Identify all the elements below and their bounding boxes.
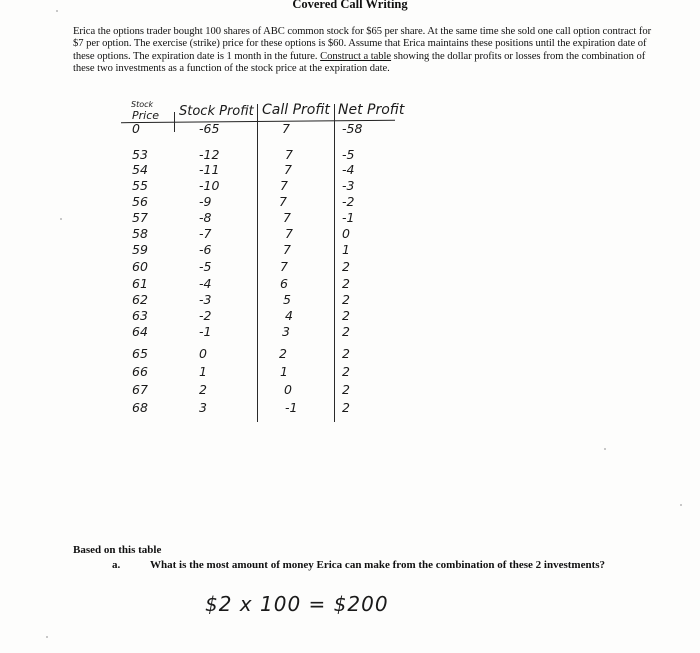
cell-call-profit: 5 — [283, 292, 291, 307]
cell-stock-profit: 0 — [199, 346, 207, 361]
cell-net-profit: -2 — [342, 194, 355, 209]
problem-statement — [73, 26, 663, 75]
cell-stock-profit: -5 — [199, 259, 212, 274]
cell-stock-profit: 2 — [199, 382, 207, 397]
cell-net-profit: -3 — [342, 178, 355, 193]
cell-stock-profit: -8 — [199, 210, 212, 225]
cell-net-profit: 2 — [342, 364, 350, 379]
cell-stock-profit: 3 — [199, 400, 207, 415]
cell-stock-profit: -7 — [199, 226, 212, 241]
scan-speck — [56, 10, 58, 12]
column-divider-3 — [334, 104, 335, 422]
cell-call-profit: 2 — [279, 346, 287, 361]
cell-call-profit: 3 — [282, 324, 290, 339]
cell-call-profit: 7 — [280, 259, 288, 274]
cell-call-profit: 7 — [285, 226, 293, 241]
cell-net-profit: 2 — [342, 292, 350, 307]
page-title: Covered Call Writing — [292, 0, 408, 11]
cell-stock-price: 61 — [132, 276, 148, 291]
cell-stock-price: 60 — [132, 259, 148, 274]
cell-call-profit: 7 — [285, 147, 293, 162]
cell-stock-profit: -9 — [199, 194, 212, 209]
scan-speck — [604, 448, 606, 450]
cell-stock-profit: 1 — [199, 364, 207, 379]
cell-stock-price: 56 — [132, 194, 148, 209]
cell-stock-profit: -6 — [199, 242, 212, 257]
cell-stock-price: 68 — [132, 400, 148, 415]
cell-net-profit: 2 — [342, 308, 350, 323]
cell-call-profit: 6 — [280, 276, 288, 291]
cell-stock-profit: -4 — [199, 276, 212, 291]
cell-call-profit: 7 — [283, 242, 291, 257]
cell-call-profit: 0 — [284, 382, 292, 397]
cell-stock-profit: -1 — [199, 324, 212, 339]
cell-stock-price: 53 — [132, 147, 148, 162]
cell-stock-profit: -11 — [199, 162, 220, 177]
header-net-profit: Net Profit — [338, 102, 405, 118]
cell-call-profit: 7 — [282, 121, 290, 136]
cell-call-profit: 4 — [285, 308, 293, 323]
problem-text-underlined: Construct a table — [320, 50, 392, 62]
cell-stock-price: 64 — [132, 324, 148, 339]
cell-stock-price: 63 — [132, 308, 148, 323]
question-heading: Based on this table — [73, 544, 162, 556]
cell-stock-price: 54 — [132, 162, 148, 177]
cell-net-profit: -4 — [342, 162, 355, 177]
cell-net-profit: -1 — [342, 210, 355, 225]
cell-stock-price: 58 — [132, 226, 148, 241]
cell-call-profit: 7 — [280, 178, 288, 193]
cell-stock-price: 62 — [132, 292, 148, 307]
cell-net-profit: 2 — [342, 346, 350, 361]
cell-net-profit: 2 — [342, 382, 350, 397]
cell-net-profit: -5 — [342, 147, 355, 162]
cell-call-profit: 1 — [280, 364, 288, 379]
cell-net-profit: 2 — [342, 276, 350, 291]
cell-stock-price: 57 — [132, 210, 148, 225]
cell-stock-price: 55 — [132, 178, 148, 193]
cell-net-profit: 2 — [342, 259, 350, 274]
cell-call-profit: -1 — [285, 400, 298, 415]
scan-speck — [680, 504, 682, 506]
cell-stock-price: 59 — [132, 242, 148, 257]
cell-stock-price: 67 — [132, 382, 148, 397]
header-call-profit: Call Profit — [262, 102, 330, 118]
cell-call-profit: 7 — [279, 194, 287, 209]
cell-stock-profit: -10 — [199, 178, 220, 193]
header-stock-price-bottom: Price — [132, 109, 160, 122]
cell-net-profit: 0 — [342, 226, 350, 241]
cell-net-profit: 1 — [342, 242, 350, 257]
problem-text-part2: showing the dollar profits or losses from the combination of these two investments as a function of the stock price at the expiration date. — [73, 50, 646, 74]
cell-stock-price: 66 — [132, 364, 148, 379]
cell-stock-profit: -12 — [199, 147, 220, 162]
cell-call-profit: 7 — [283, 210, 291, 225]
header-stock-profit: Stock Profit — [179, 104, 254, 119]
cell-net-profit: -58 — [342, 121, 363, 136]
cell-stock-profit: -3 — [199, 292, 212, 307]
cell-stock-price: 0 — [132, 121, 140, 136]
scan-speck — [60, 218, 62, 220]
problem-text-part1: Erica the options trader bought 100 shares of ABC common stock for $65 per share. At the same time she sold one call option contract for $7 per option. The exercise (strike) price for these options is $60. Assume that Erica maintains these positions until the expiration date of these options. The expiration date is 1 month in the future. — [73, 26, 652, 62]
cell-net-profit: 2 — [342, 400, 350, 415]
cell-stock-profit: -65 — [199, 121, 220, 136]
column-divider-2 — [257, 104, 258, 422]
column-divider-1 — [174, 112, 175, 132]
cell-stock-profit: -2 — [199, 308, 212, 323]
header-stock-price-top: Stock — [131, 100, 154, 109]
scan-speck — [46, 636, 48, 638]
cell-net-profit: 2 — [342, 324, 350, 339]
question-text: What is the most amount of money Erica can make from the combination of these 2 investments? — [150, 559, 606, 571]
cell-stock-price: 65 — [132, 346, 148, 361]
cell-call-profit: 7 — [284, 162, 292, 177]
question-label: a. — [112, 559, 121, 571]
handwritten-answer: $2 x 100 = $200 — [205, 592, 389, 616]
